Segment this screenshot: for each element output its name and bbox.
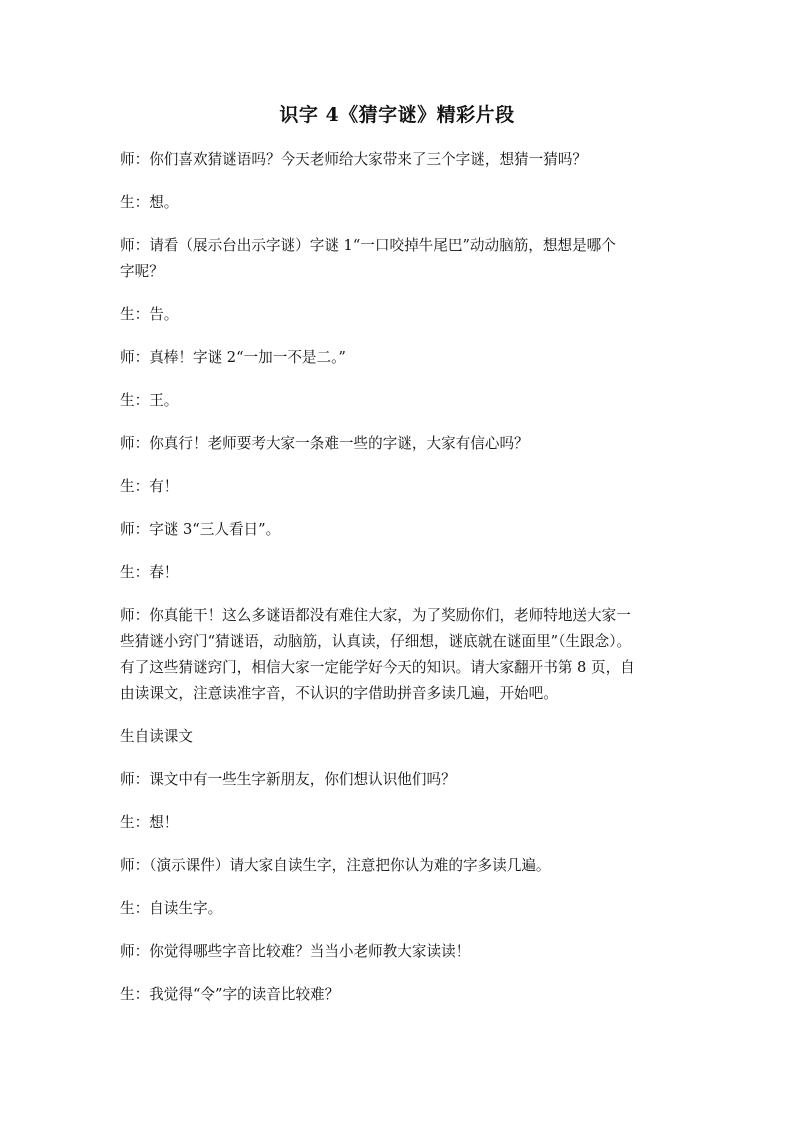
dialogue-paragraph [120,147,680,173]
paragraph-line: 师：真棒！字谜 2“一加一不是二。” [120,349,346,366]
paragraph-line: 师：你觉得哪些字音比较难？当当小老师教大家读读！ [120,943,471,960]
paragraph-line: 生：王。 [120,392,179,409]
dialogue-paragraph [120,939,680,965]
paragraph-line: 生自读课文 [120,728,193,745]
dialogue-paragraph [120,560,680,586]
dialogue-paragraph [120,190,680,216]
dialogue-paragraph [120,982,680,1008]
dialogue-paragraph [120,603,680,707]
paragraph-line: 由读课文，注意读准字音，不认识的字借助拼音多读几遍，开始吧。 [120,685,558,702]
paragraph-line: 有了这些猜谜窍门，相信大家一定能学好今天的知识。请大家翻开书第 8 页，自 [120,659,635,676]
paragraph-line: 师：你真能干！这么多谜语都没有难住大家，为了奖励你们，老师特地送大家一 [120,607,631,624]
paragraph-line: 生：想。 [120,194,179,211]
dialogue-paragraph [120,474,680,500]
paragraph-line: 师：你真行！老师要考大家一条难一些的字谜，大家有信心吗？ [120,435,529,452]
paragraph-line: 师：课文中有一些生字新朋友，你们想认识他们吗？ [120,771,456,788]
paragraph-line: 生：想！ [120,814,179,831]
paragraph-line: 生：春！ [120,564,179,581]
dialogue-paragraph [120,233,680,285]
dialogue-paragraph [120,345,680,371]
dialogue-paragraph [120,896,680,922]
paragraph-line: 字呢？ [120,263,164,280]
paragraph-line: 师：你们喜欢猜谜语吗？今天老师给大家带来了三个字谜，想猜一猜吗？ [120,151,588,168]
paragraph-line: 生：有！ [120,478,179,495]
dialogue-paragraph [120,767,680,793]
dialogue-paragraph [120,388,680,414]
paragraph-line: 生：自读生字。 [120,900,223,917]
paragraph-line: 师：请看（展示台出示字谜）字谜 1“一口咬掉牛尾巴”动动脑筋，想想是哪个 [120,237,616,254]
dialogue-paragraph [120,517,680,543]
paragraph-line: 师：（演示课件）请大家自读生字，注意把你认为难的字多读几遍。 [120,857,551,874]
document-body [120,147,680,1025]
document-title: 识字 4《猜字谜》精彩片段 [279,104,515,126]
paragraph-line: 生：告。 [120,306,179,323]
dialogue-paragraph [120,431,680,457]
dialogue-paragraph [120,302,680,328]
dialogue-paragraph [120,724,680,750]
dialogue-paragraph [120,853,680,879]
dialogue-paragraph [120,810,680,836]
paragraph-line: 师：字谜 3“三人看日”。 [120,521,281,538]
paragraph-line: 生：我觉得“令”字的读音比较难？ [120,986,340,1003]
paragraph-line: 些猜谜小窍门“猜谜语，动脑筋，认真读，仔细想，谜底就在谜面里”（生跟念）。 [120,633,632,650]
